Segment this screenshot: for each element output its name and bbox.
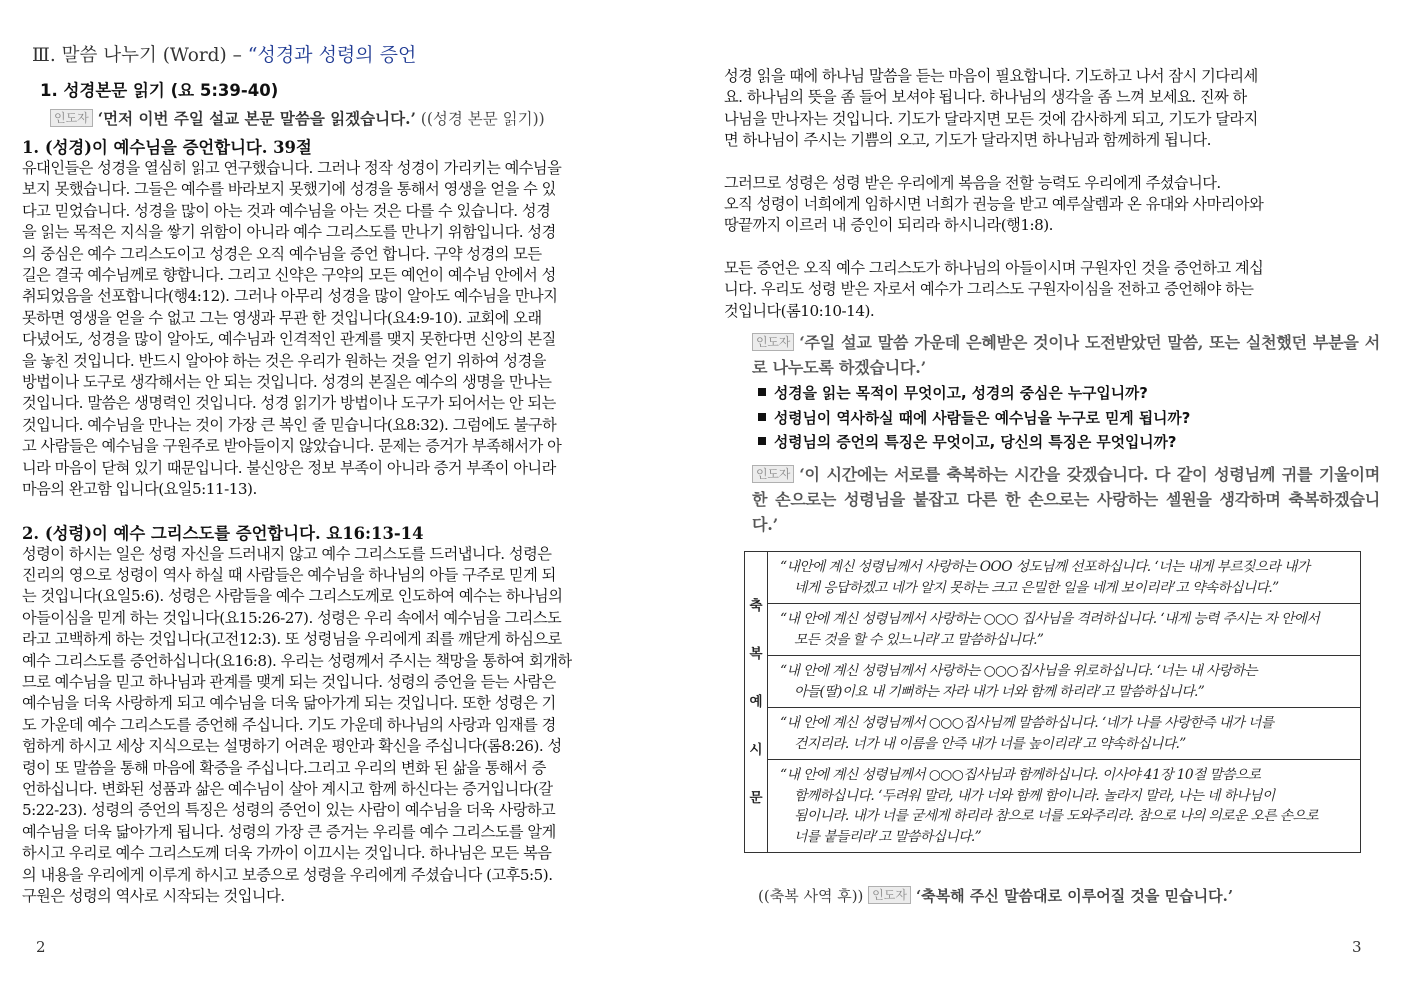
after-blessing-line [758, 885, 1233, 906]
right-para-2 [724, 173, 1380, 237]
blessing-table [744, 551, 1361, 853]
text-line: 유대인들은 성경을 열심히 읽고 연구했습니다. 그러나 정작 성경이 가리키는 예수님을 [22, 159, 562, 177]
text-line: 을 읽는 목적은 지식을 쌓기 위함이 아니라 예수 그리스도를 만나기 위함입니다. 성경 [22, 223, 556, 242]
text-line: 보지 못했습니다. 그들은 예수를 바라보지 못했기에 성경을 통해서 영생을 얻을 수 있 [22, 180, 556, 199]
text-line: 아들이심을 믿게 하는 것입니다(요15:26-27). 성령은 우리 속에서 예수님을 그리스도 [22, 608, 562, 627]
text-line: 5:22-23). 성령의 증언의 특징은 성령의 증언이 있는 사람이 예수님을 더욱 사랑하고 [22, 801, 556, 820]
text-line: 모든 증언은 오직 예수 그리스도가 하나님의 아들이시며 구원자인 것을 증언하고 계십 [724, 258, 1264, 277]
bullet-square-icon [758, 437, 766, 445]
blessing-line: “내 안에 계신 성령님께서 사랑하는 ○○○집사님을 위로하십니다. ‘너는 내 사랑하는 [780, 663, 1257, 679]
text-line: 오직 성령이 너희에게 임하시면 너희가 권능을 받고 예루살렘과 온 유대와 사마리아와 [724, 195, 1264, 214]
text-line: 므로 예수님을 믿고 하나님과 관계를 맺게 되는 것입니다. 성령의 증언을 듣는 사람은 [22, 672, 556, 691]
text-line: 는 것입니다(요일5:6). 성령은 사람들을 예수 그리스도께로 인도하여 예수는 하나님의 [22, 587, 563, 606]
blessing-line: 됨이니라. 내가 너를 굳세게 하리라 참으로 너를 도와주리라. 참으로 나의 의로운 오른 손으로 [794, 808, 1318, 824]
right-column [724, 66, 1380, 539]
question-item: 성령님의 증언의 특징은 무엇이고, 당신의 특징은 무엇입니까? [758, 431, 1380, 456]
leader-badge: 인도자 [868, 886, 911, 904]
text-line: 땅끝까지 이르러 내 증인이 되리라 하시니라(행1:8). [724, 216, 1054, 235]
text-line: 험하게 하시고 세상 지식으로는 설명하기 어려운 평안과 확신을 주십니다(롬8:26). 성 [22, 737, 562, 756]
text-line: 나님을 만나자는 것입니다. 기도가 달라지면 모든 것에 감사하게 되고, 기도가 달라지 [724, 109, 1258, 128]
text-line: 라고 고백하게 하는 것입니다(고전12:3). 또 성령님을 우리에게 죄를 깨닫게 하심으로 [22, 630, 562, 649]
blessing-item [768, 708, 1361, 760]
text-line: 방법이나 도구로 생각해서는 안 되는 것입니다. 성경의 본질은 예수의 생명을 만나는 [22, 373, 552, 392]
leader-sharing [752, 330, 1380, 380]
text-line: 예수님을 더욱 사랑하게 되고 예수님을 더욱 닮아가게 되는 것입니다. 또한 성령은 기 [22, 694, 556, 713]
bullet-square-icon [758, 413, 766, 421]
text-line: 길은 결국 예수님께로 향합니다. 그리고 신약은 구약의 모든 예언이 예수님 안에서 성 [22, 266, 556, 285]
right-para-3 [724, 258, 1380, 322]
text-line: 을 놓친 것입니다. 반드시 알아야 하는 것은 우리가 원하는 것을 얻기 위하여 성경을 [22, 351, 546, 370]
text-line: 니라 마음이 닫혀 있기 때문입니다. 불신앙은 정보 부족이 아니라 증거 부족이 아니라 [22, 458, 556, 477]
blessing-line: “내 안에 계신 성령님께서 ○○○집사님께 말씀하십니다. ‘네가 나를 사랑한즉 내가 너를 [780, 715, 1274, 731]
text-line: 예수 그리스도를 증언하십니다(요16:8). 우리는 성령께서 주시는 책망을 통하여 회개하 [22, 651, 572, 670]
text-line: 것입니다. 예수님을 만나는 것이 가장 큰 복인 줄 믿습니다(요8:32). 그럼에도 불구하 [22, 415, 557, 434]
text-line: 그러므로 성령은 성령 받은 우리에게 복음을 전할 능력도 우리에게 주셨습니다. [724, 173, 1221, 192]
blessing-item [768, 760, 1361, 853]
blessing-line: 너를 붙들리라’고 말씀하십니다.” [794, 828, 982, 845]
leader-note: ((성경 본문 읽기)) [415, 110, 545, 128]
blessing-line: 함께하십니다. ‘두려워 말라, 내가 너와 함께 함이니라. 놀라지 말라, 나는 네 하나님이 [794, 787, 1275, 804]
section-header [32, 40, 678, 67]
text-line: 다고 믿었습니다. 성경을 많이 아는 것과 예수님을 아는 것은 다를 수 있습니다. 성경 [22, 201, 551, 220]
text-line: 고 사람들은 예수님을 구원주로 받아들이지 않았습니다. 문제는 증거가 부족해서가 아 [22, 437, 562, 456]
leader-sharing-text: ‘주일 설교 말씀 가운데 은혜받은 것이나 도전받았던 말씀, 또는 실천했던 부분을 서로 나누도록 하겠습니다.’ [752, 333, 1380, 378]
text-line: 도 가운데 예수 그리스도를 증언해 주십니다. 기도 가운데 하나님의 사랑과 임재를 경 [22, 715, 556, 734]
blessing-line: 모든 것을 할 수 있느니라’고 말씀하십니다.” [794, 631, 1044, 648]
question-item: 성령님이 역사하실 때에 사람들은 예수님을 누구로 믿게 됩니까? [758, 407, 1380, 432]
blessing-item [768, 604, 1361, 656]
text-line: 의 내용을 우리에게 이루게 하시고 보증으로 성령을 우리에게 주셨습니다 (고후5:5). [22, 865, 553, 884]
blessing-item [768, 656, 1361, 708]
blessing-line: 건지리라. 너가 내 이름을 안즉 내가 너를 높이리라’고 약속하십니다.” [794, 735, 1186, 752]
text-line: 성령이 하시는 일은 성령 자신을 드러내지 않고 예수 그리스도를 드러냅니다. 성령은 [22, 544, 552, 563]
blessing-label: 축 복 예 시 문 [745, 552, 768, 853]
text-line: 마음의 완고함 입니다(요일5:11-13). [22, 480, 257, 499]
after-text: ‘축복해 주신 말씀대로 이루어질 것을 믿습니다.’ [915, 887, 1234, 905]
blessing-line: 네게 응답하겠고 네가 알지 못하는 크고 은밀한 일을 네게 보이리라’고 약속하십니다.” [794, 579, 1279, 596]
text-line: 구원은 성령의 역사로 시작되는 것입니다. [22, 887, 285, 905]
leader-line [50, 107, 678, 129]
text-line: 언하십니다. 변화된 성품과 삶은 예수님이 살아 계시고 함께 하신다는 증거입니다(갈 [22, 779, 553, 798]
question-list [758, 382, 1380, 456]
text-line: 다녔어도, 성경을 많이 알아도, 예수님과 인격적인 관계를 맺지 못한다면 신앙의 본질 [22, 330, 556, 349]
question-item: 성경을 읽는 목적이 무엇이고, 성경의 중심은 누구입니까? [758, 382, 1380, 407]
text-line: 면 하나님이 주시는 기쁨의 오고, 기도가 달라지면 하나님과 함께하게 됩니다. [724, 131, 1211, 150]
leader-blessing-text: ‘이 시간에는 서로를 축복하는 시간을 갖겠습니다. 다 같이 성령님께 귀를 기울이며 한 손으로는 성령님을 붙잡고 다른 한 손으로는 사랑하는 셀원을 생각하며 축복하겠습니다.’ [752, 464, 1380, 534]
text-line: 진리의 영으로 성령이 역사 하실 때 사람들은 예수님을 하나님의 아들 구주로 믿게 되 [22, 565, 556, 584]
text-line: 령이 또 말씀을 통해 마음에 확증을 주십니다.그리고 우리의 변화 된 삶을 통해서 증 [22, 758, 546, 777]
blessing-line: 아들(딸)이요 내 기뻐하는 자라 내가 너와 함께 하리라’고 말씀하십니다.” [794, 683, 1205, 700]
reading-heading: 1. 성경본문 읽기 (요 5:39-40) [40, 81, 279, 100]
leader-badge: 인도자 [50, 109, 93, 127]
text-line: 것입니다(롬10:10-14). [724, 301, 875, 320]
text-line: 예수님을 더욱 닮아가게 됩니다. 성령의 가장 큰 증거는 우리를 예수 그리스도를 알게 [22, 822, 556, 841]
blessing-item [768, 552, 1361, 604]
text-line: 요. 하나님의 뜻을 좀 들어 보셔야 됩니다. 하나님의 생각을 좀 느껴 보세요. 진짜 하 [724, 88, 1247, 107]
text-line: 니다. 우리도 성령 받은 자로서 예수가 그리스도 구원자이심을 전하고 증언해야 하는 [724, 280, 1254, 299]
text-line: 못하면 영생을 얻을 수 없고 그는 영생과 무관 한 것입니다(요4:9-10). 교회에 오래 [22, 308, 542, 327]
blessing-line: “내안에 계신 성령님께서 사랑하는 OOO 성도님께 선포하십니다. ‘너는 내게 부르짖으라 내가 [780, 559, 1310, 575]
text-line: 취되었음을 선포합니다(행4:12). 그러나 아무리 성경을 많이 알아도 예수님을 만나지 [22, 287, 558, 306]
leader-text: ‘먼저 이번 주일 설교 본문 말씀을 읽겠습니다.’ [97, 109, 416, 128]
bullet-square-icon [758, 388, 766, 396]
point2-body [22, 544, 678, 908]
point1-body [22, 158, 678, 501]
text-line: 의 중심은 예수 그리스도이고 성경은 오직 예수님을 증언 합니다. 구약 성경의 모든 [22, 244, 542, 263]
header-title: “성경과 성령의 증언 [247, 44, 417, 66]
text-line: 것입니다. 말씀은 생명력인 것입니다. 성경 읽기가 방법이나 도구가 되어서는 안 되는 [22, 394, 556, 413]
left-column [22, 40, 678, 907]
blessing-line: “내 안에 계신 성령님께서 사랑하는 ○○○ 집사님을 격려하십니다. ‘내게 능력 주시는 자 안에서 [780, 611, 1320, 627]
header-prefix: Ⅲ. 말씀 나누기 (Word) – [32, 45, 248, 66]
point2-title: 2. (성령)이 예수 그리스도를 증언합니다. 요16:13-14 [22, 523, 424, 543]
after-note: ((축복 사역 후)) [758, 887, 869, 905]
right-para-1 [724, 66, 1380, 152]
point1-title: 1. (성경)이 예수님을 증언합니다. 39절 [22, 138, 312, 157]
text-line: 성경 읽을 때에 하나님 말씀을 듣는 마음이 필요합니다. 기도하고 나서 잠시 기다리세 [724, 67, 1258, 85]
leader-badge: 인도자 [752, 333, 794, 351]
text-line: 하시고 우리로 예수 그리스도께 더욱 가까이 이끄시는 것입니다. 하나님은 모든 복음 [22, 844, 552, 863]
blessing-line: “내 안에 계신 성령님께서 ○○○집사님과 함께하십니다. 이사야 41장 10절 말씀으로 [780, 767, 1261, 783]
page-number-left: 2 [36, 938, 46, 956]
leader-blessing [752, 462, 1380, 537]
page-number-right: 3 [1352, 938, 1362, 956]
leader-badge: 인도자 [752, 465, 794, 483]
